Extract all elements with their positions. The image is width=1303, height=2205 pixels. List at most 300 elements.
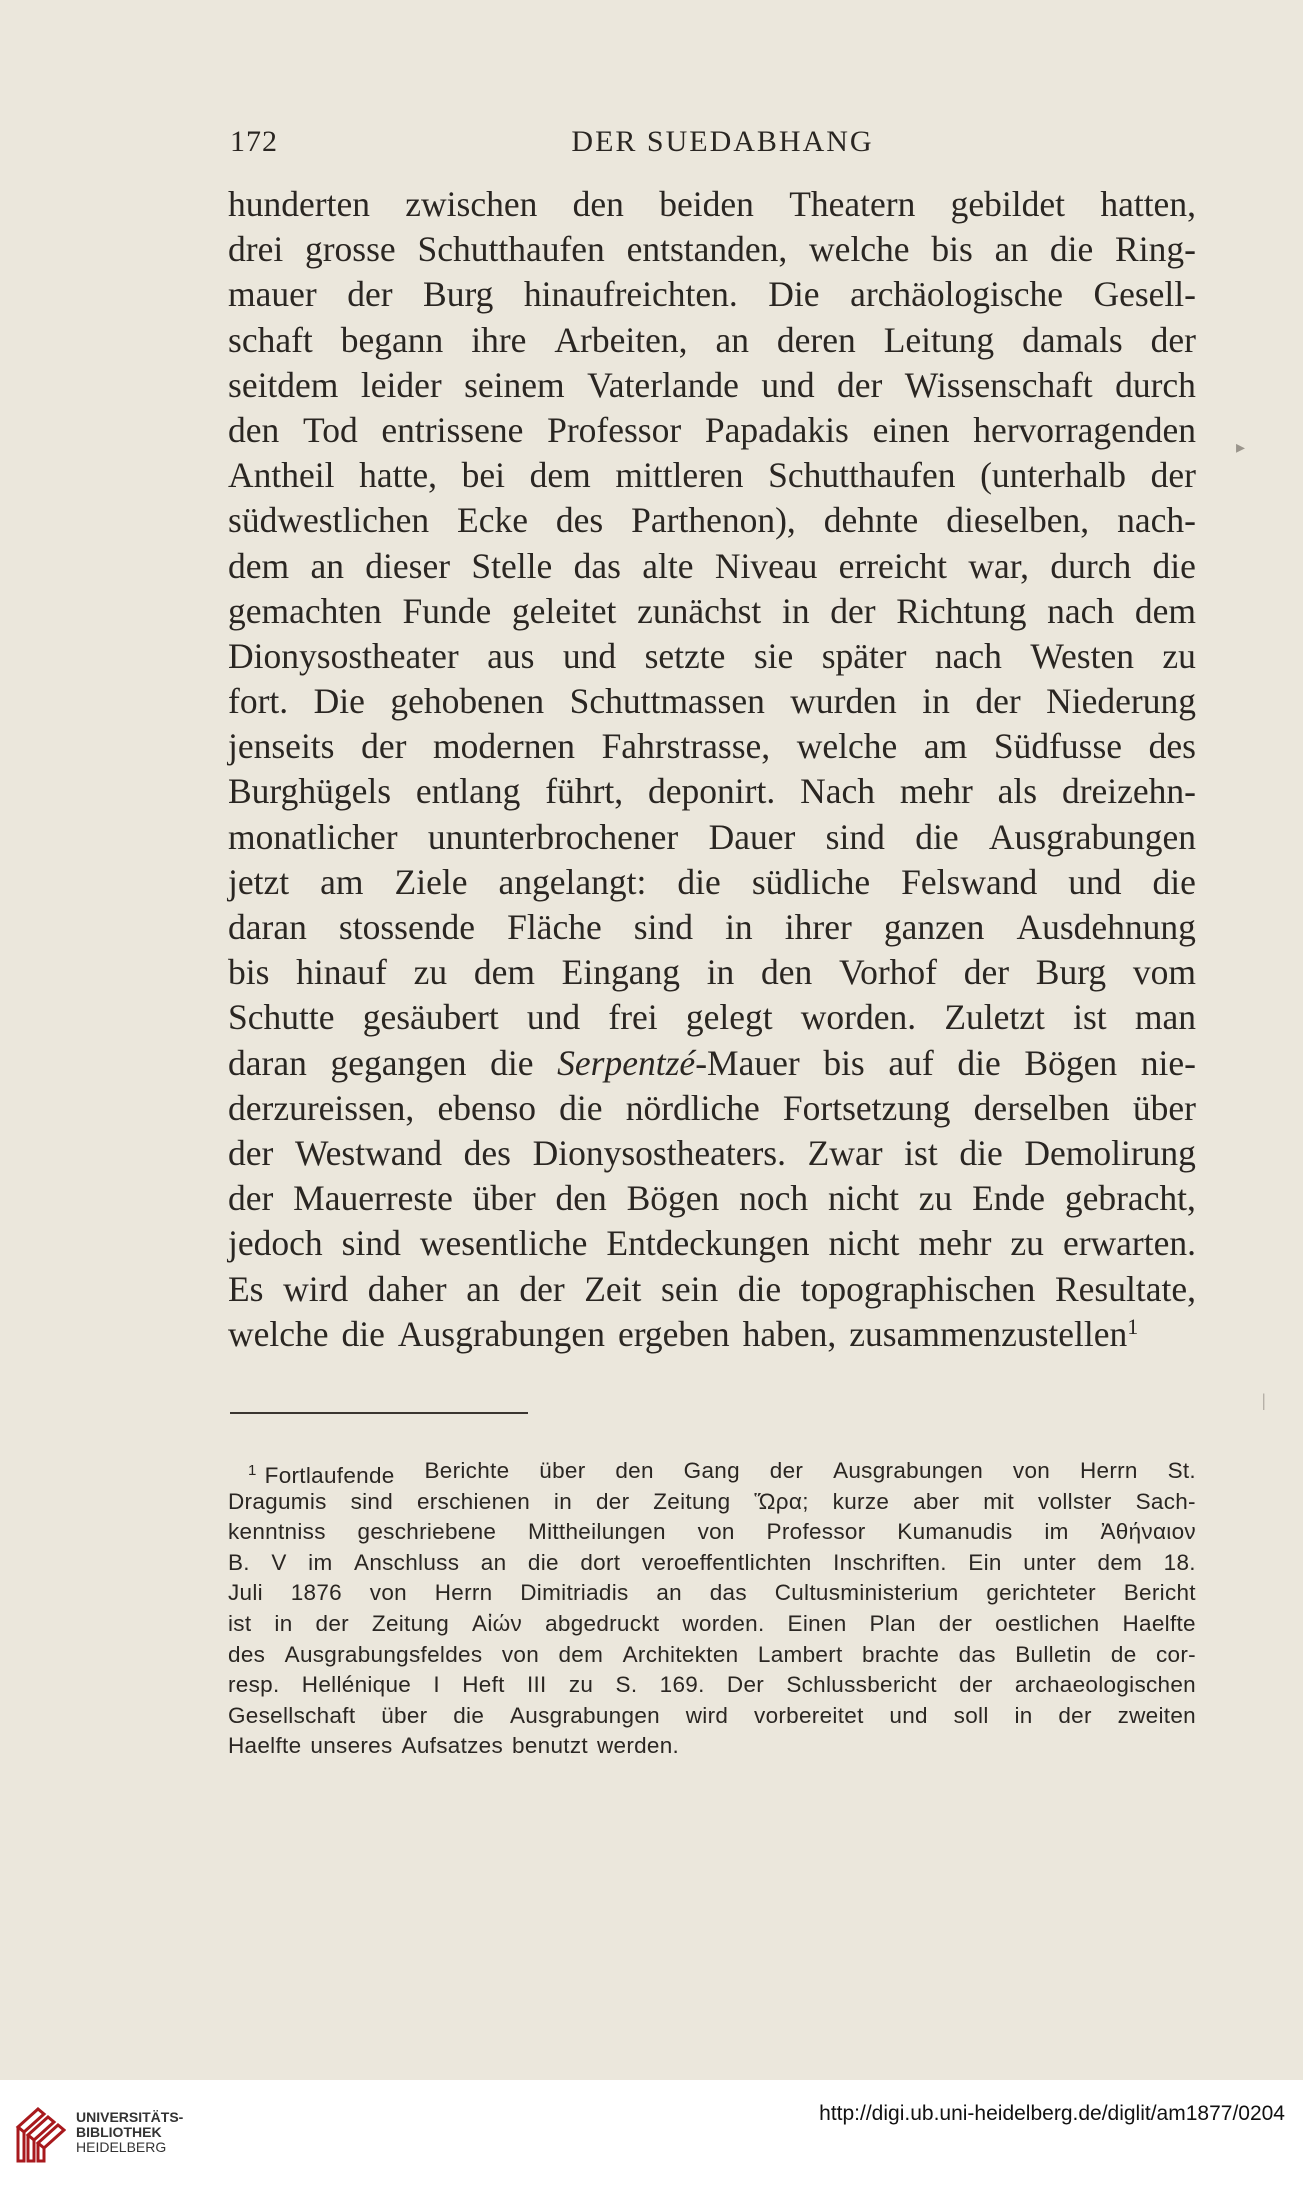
word: Bulletin	[1015, 1641, 1092, 1667]
word: Dimitriadis	[520, 1580, 629, 1606]
word: die	[959, 1132, 1003, 1173]
word: Plan	[869, 1610, 916, 1636]
word: fort.	[228, 681, 289, 722]
text-line	[228, 589, 1196, 634]
word: und	[889, 1702, 928, 1728]
word: im	[308, 1549, 333, 1575]
word: ist	[904, 1132, 938, 1173]
word: dem	[1097, 1549, 1143, 1575]
word: der	[1150, 455, 1196, 496]
word: hatte,	[359, 455, 437, 496]
word: Papadakis	[704, 409, 849, 450]
word: Ziele	[394, 861, 468, 902]
footnote-line	[228, 1670, 1196, 1701]
word: von	[697, 1519, 735, 1545]
text-line	[228, 1176, 1196, 1221]
footnote-line	[228, 1701, 1196, 1732]
word: dem	[473, 952, 535, 993]
word: und	[526, 997, 581, 1038]
word: die	[527, 1549, 559, 1575]
word: Die	[313, 681, 365, 722]
word: worden.	[800, 997, 917, 1038]
word: Tod	[302, 409, 358, 450]
word: auf	[888, 1042, 934, 1083]
text-line	[228, 227, 1196, 272]
word: Bögen	[626, 1178, 720, 1219]
word: setzte	[644, 635, 726, 676]
word: zu	[1162, 635, 1196, 676]
word: von	[369, 1580, 407, 1606]
word: Zuletzt	[944, 997, 1045, 1038]
word: St.	[1167, 1458, 1196, 1483]
word: Ausgrabungsfeldes	[284, 1641, 483, 1667]
word: mit	[983, 1488, 1015, 1514]
word: das	[709, 1580, 747, 1606]
word: sie	[753, 635, 794, 676]
word: S.	[615, 1672, 638, 1698]
word: welche	[809, 229, 910, 270]
footnote-line	[228, 1487, 1196, 1518]
word: der	[959, 1672, 993, 1698]
word: Schutthaufen	[417, 229, 605, 270]
word: geschriebene	[357, 1519, 497, 1545]
text-line	[228, 1221, 1196, 1266]
word: monatlicher	[228, 816, 398, 857]
word: wurden	[790, 681, 897, 722]
word: Fläche	[507, 907, 602, 947]
word: Vorhof	[839, 952, 937, 993]
word: Der	[726, 1672, 765, 1698]
word: schaft	[228, 319, 313, 360]
word: Gesellschaft	[228, 1702, 356, 1728]
word: den	[228, 409, 280, 450]
word: die	[341, 1313, 385, 1354]
word: ist	[228, 1610, 252, 1636]
word: die	[677, 861, 721, 902]
word: Schutthaufen	[768, 455, 956, 496]
word: gebildet	[950, 184, 1066, 224]
word: Aufsatzes	[401, 1733, 504, 1759]
word: der	[228, 1132, 274, 1173]
word: Cultusministerium	[774, 1580, 959, 1606]
word: die	[1049, 229, 1094, 270]
word: an	[994, 229, 1029, 270]
word: bis	[823, 1042, 865, 1083]
word: brachte	[862, 1641, 940, 1667]
word: Hellénique	[301, 1672, 412, 1698]
word: Haelfte	[228, 1733, 302, 1759]
margin-mark: |	[1262, 1390, 1266, 1410]
word: gebracht,	[1064, 1178, 1196, 1219]
word: Felswand	[901, 861, 1038, 902]
word: Ein	[968, 1549, 1002, 1575]
word: kenntniss	[228, 1519, 326, 1545]
word: alte	[642, 545, 694, 586]
word: Ausgrabungen	[509, 1702, 660, 1728]
page-number: 172	[230, 125, 278, 158]
word: die	[915, 816, 959, 857]
word: an	[466, 1268, 500, 1309]
word: Kumanudis	[897, 1519, 1013, 1545]
word: Südfusse	[993, 726, 1123, 767]
word: über	[381, 1702, 428, 1728]
footnote-line	[228, 1548, 1196, 1579]
word: durch	[1050, 545, 1132, 586]
word: sind	[350, 1488, 394, 1514]
text-line	[228, 453, 1196, 498]
word: an	[310, 545, 344, 586]
word: Berichte	[424, 1458, 510, 1483]
word: leider	[360, 364, 442, 405]
word: die	[1152, 545, 1196, 586]
word: Bögen	[1024, 1042, 1118, 1083]
word: zu	[1010, 1223, 1044, 1264]
word: zusammenzustellen$^1$	[849, 1313, 1139, 1354]
word: dieser	[365, 545, 451, 586]
word: südwestlichen	[228, 500, 430, 541]
word: mittleren	[615, 455, 744, 496]
word: worden.	[682, 1610, 765, 1636]
word: haben,	[742, 1313, 837, 1354]
word: Arbeiten,	[554, 319, 688, 360]
word: am	[923, 726, 968, 767]
word: entlang	[415, 771, 521, 812]
word: hatten,	[1100, 184, 1196, 224]
word: mauer	[228, 274, 317, 315]
word: ihrer	[784, 907, 852, 947]
word: ununterbrochener	[427, 816, 679, 857]
word: daran	[228, 907, 307, 947]
text-line	[228, 905, 1196, 950]
word: der	[347, 274, 393, 315]
word: südliche	[751, 861, 871, 902]
word: Niederung	[1046, 681, 1196, 722]
word: Die	[768, 274, 820, 315]
word: Richtung	[896, 590, 1027, 631]
word: frei	[608, 997, 658, 1038]
text-line	[228, 724, 1196, 769]
word: das	[573, 545, 621, 586]
word: oestlichen	[995, 1610, 1100, 1636]
word: nie-	[1140, 1042, 1196, 1083]
word: einen	[872, 409, 950, 450]
text-line	[228, 679, 1196, 724]
word: unseres	[310, 1733, 393, 1759]
word: cor-	[1156, 1641, 1196, 1667]
word: und	[761, 364, 815, 405]
word: damals	[1022, 319, 1123, 360]
word: der	[1150, 319, 1196, 360]
word: war,	[968, 545, 1030, 586]
word: der	[963, 952, 1010, 993]
word: kurze	[832, 1488, 890, 1514]
word: ihre	[471, 319, 527, 360]
word: Zeit	[584, 1268, 642, 1309]
word: unter	[1023, 1549, 1076, 1575]
word: hunderten	[228, 184, 370, 224]
word: Fortsetzung	[782, 1087, 951, 1128]
word: Ὥρα;	[754, 1488, 809, 1514]
word: im	[1044, 1519, 1069, 1545]
word: Mauerreste	[293, 1178, 453, 1219]
word: gerichteter	[986, 1580, 1096, 1606]
word: die	[737, 1268, 782, 1309]
word: seitdem	[228, 364, 339, 405]
footer-bar	[0, 2080, 1303, 2205]
word: Ring-	[1115, 229, 1196, 270]
word: Dauer	[708, 816, 796, 857]
word: V	[271, 1549, 287, 1575]
word: nördliche	[625, 1087, 760, 1128]
word: Entdeckungen	[606, 1223, 810, 1264]
word: Ausgrabungen	[988, 816, 1196, 857]
word: Niveau	[714, 545, 818, 586]
word: am	[320, 861, 364, 902]
word: beiden	[659, 184, 754, 224]
word: Heft	[462, 1672, 505, 1698]
word: und	[562, 635, 617, 676]
word: der	[830, 590, 876, 631]
footnote-block	[228, 1456, 1196, 1762]
word: bis	[931, 229, 973, 270]
word: dem	[228, 545, 290, 586]
word: veroeffentlichten	[641, 1549, 812, 1575]
word: Westwand	[294, 1132, 442, 1173]
permalink-url[interactable]: http://digi.ub.uni-heidelberg.de/diglit/am1877/0204	[819, 2102, 1285, 2125]
word: zwischen	[405, 184, 538, 224]
word: Fahrstrasse,	[601, 726, 771, 767]
running-head	[230, 125, 1215, 165]
word: der	[595, 1488, 630, 1514]
word: in	[553, 1488, 573, 1514]
word: Theatern	[789, 184, 916, 224]
word: die	[957, 1042, 1001, 1083]
word: Sach-	[1135, 1488, 1196, 1514]
word: den	[572, 184, 624, 224]
word: der	[228, 1178, 274, 1219]
word: hervorragenden	[973, 409, 1196, 450]
word: ist	[1073, 997, 1107, 1038]
word: bei	[461, 455, 505, 496]
text-line	[228, 1312, 1196, 1357]
word: die	[559, 1087, 603, 1128]
word: der	[1058, 1702, 1092, 1728]
word: stossende	[338, 907, 475, 947]
word: Ἀθήναιον	[1100, 1519, 1196, 1545]
word-group	[248, 1456, 395, 1487]
word: den	[555, 1178, 607, 1219]
word: jenseits	[228, 726, 335, 767]
word: angelangt:	[498, 861, 647, 902]
word: erwarten.	[1062, 1223, 1196, 1264]
word: Bericht	[1123, 1580, 1196, 1606]
text-line	[228, 1267, 1196, 1312]
word: B.	[228, 1549, 250, 1575]
word: hinaufreichten.	[523, 274, 738, 315]
word: Antheil	[228, 455, 335, 496]
word: die	[453, 1702, 485, 1728]
word: dem	[1134, 590, 1196, 631]
word: dehnte	[823, 500, 919, 541]
word: führt,	[545, 771, 624, 812]
library-logo-icon	[14, 2105, 66, 2165]
word: Ende	[972, 1178, 1046, 1219]
word: archaeologischen	[1014, 1672, 1196, 1698]
word: ergeben	[617, 1313, 730, 1354]
word: soll	[953, 1702, 989, 1728]
word: Αἰών	[472, 1610, 523, 1636]
word: resp.	[228, 1672, 280, 1698]
word: jedoch	[228, 1223, 323, 1264]
word: Gesell-	[1093, 274, 1196, 315]
word: Schutte	[228, 997, 335, 1038]
footnote-marker: 1	[248, 1462, 257, 1479]
word: an	[715, 319, 749, 360]
word: zu	[918, 1178, 953, 1219]
text-line	[228, 1131, 1196, 1176]
word: welche	[228, 1313, 329, 1354]
text-line	[228, 182, 1196, 227]
word: an	[480, 1549, 507, 1575]
word: daran	[228, 1042, 307, 1083]
word: als	[997, 771, 1038, 812]
text-line	[228, 815, 1196, 860]
word: Dragumis	[228, 1488, 327, 1514]
word: dreizehn-	[1061, 771, 1196, 812]
word: später	[821, 635, 907, 676]
word: Zwar	[807, 1132, 883, 1173]
word: welche	[796, 726, 898, 767]
word: deren	[776, 319, 856, 360]
word: nicht	[828, 1223, 900, 1264]
word: gelegt	[685, 997, 773, 1038]
word: entrissene	[381, 409, 524, 450]
text-line	[228, 769, 1196, 814]
footnote-reference[interactable]: 1	[1127, 1313, 1139, 1339]
word: Stelle	[471, 545, 553, 586]
word: wesentliche	[419, 1223, 588, 1264]
word: Eingang	[561, 952, 680, 993]
word: nicht	[827, 1178, 899, 1219]
word: benutzt	[512, 1733, 588, 1759]
word: Herrn	[1079, 1458, 1138, 1483]
word: Zeitung	[653, 1488, 731, 1514]
text-line	[228, 1086, 1196, 1131]
word: das	[958, 1641, 996, 1667]
word: vollster	[1038, 1488, 1112, 1514]
word: Schuttmassen	[569, 681, 765, 722]
word: in	[706, 952, 735, 993]
footnote-line	[228, 1640, 1196, 1671]
word: mehr	[899, 771, 973, 812]
word: sein	[661, 1268, 719, 1309]
word: (unterhalb	[980, 455, 1126, 496]
word: in	[274, 1610, 293, 1636]
word: dem	[558, 1641, 604, 1667]
word: gegangen	[330, 1042, 467, 1083]
word: dort	[580, 1549, 621, 1575]
word: in	[725, 907, 753, 947]
footnote-rule	[230, 1412, 528, 1414]
word: ganzen	[883, 907, 985, 947]
word: Schlussbericht	[786, 1672, 937, 1698]
word: vom	[1132, 952, 1196, 993]
word: durch	[1115, 364, 1196, 405]
word: von	[1012, 1458, 1051, 1483]
word: zu	[568, 1672, 594, 1698]
word: gesäubert	[362, 997, 499, 1038]
word: des	[463, 1132, 511, 1173]
word: daher	[367, 1268, 447, 1309]
running-title: DER SUEDABHANG	[571, 125, 874, 158]
word: Burg	[423, 274, 494, 315]
word: nach	[1047, 590, 1115, 631]
word: Nach	[800, 771, 875, 812]
footnote-line	[228, 1609, 1196, 1640]
word: erreicht	[838, 545, 948, 586]
word: Vaterlande	[587, 364, 739, 405]
word: Herrn	[434, 1580, 493, 1606]
footnote-line	[228, 1578, 1196, 1609]
word: Dionysostheaters.	[532, 1132, 786, 1173]
word: modernen	[433, 726, 575, 767]
word: von	[501, 1641, 540, 1667]
word: Fortlaufende	[264, 1463, 395, 1488]
word: sind	[341, 1223, 401, 1264]
word: zunächst	[637, 590, 762, 631]
word: aber	[913, 1488, 960, 1514]
text-line	[228, 860, 1196, 905]
word: noch	[739, 1178, 809, 1219]
word: zu	[413, 952, 448, 993]
word: Parthenon),	[631, 500, 796, 541]
word: drei	[228, 229, 284, 270]
word: Resultate,	[1055, 1268, 1196, 1309]
word: wird	[283, 1268, 349, 1309]
word: des	[1148, 726, 1196, 767]
word: mehr	[918, 1223, 992, 1264]
word: über	[472, 1178, 536, 1219]
word: hinauf	[296, 952, 387, 993]
word: wird	[685, 1702, 729, 1728]
word: topographischen	[800, 1268, 1036, 1309]
word: grosse	[304, 229, 396, 270]
word: sind	[633, 907, 693, 947]
word: über	[1132, 1087, 1196, 1128]
word: der	[769, 1458, 804, 1483]
word: Zeitung	[371, 1610, 450, 1636]
word: seinem	[464, 364, 565, 405]
word: Ecke	[457, 500, 528, 541]
word: der	[361, 726, 407, 767]
word: archäologische	[850, 274, 1063, 315]
text-line	[228, 634, 1196, 679]
word: erschienen	[416, 1488, 531, 1514]
word: Architekten	[622, 1641, 739, 1667]
text-line	[228, 363, 1196, 408]
library-logo[interactable]	[14, 2100, 184, 2190]
word: abgedruckt	[545, 1610, 660, 1636]
word: Inschriften.	[833, 1549, 947, 1575]
word: in	[781, 590, 810, 631]
word: gemachten	[228, 590, 382, 631]
word: de	[1110, 1641, 1137, 1667]
word: nach	[934, 635, 1002, 676]
word: Burghügels	[228, 771, 392, 812]
word: in	[922, 681, 950, 722]
word: der	[519, 1268, 565, 1309]
word: nach-	[1117, 500, 1196, 541]
